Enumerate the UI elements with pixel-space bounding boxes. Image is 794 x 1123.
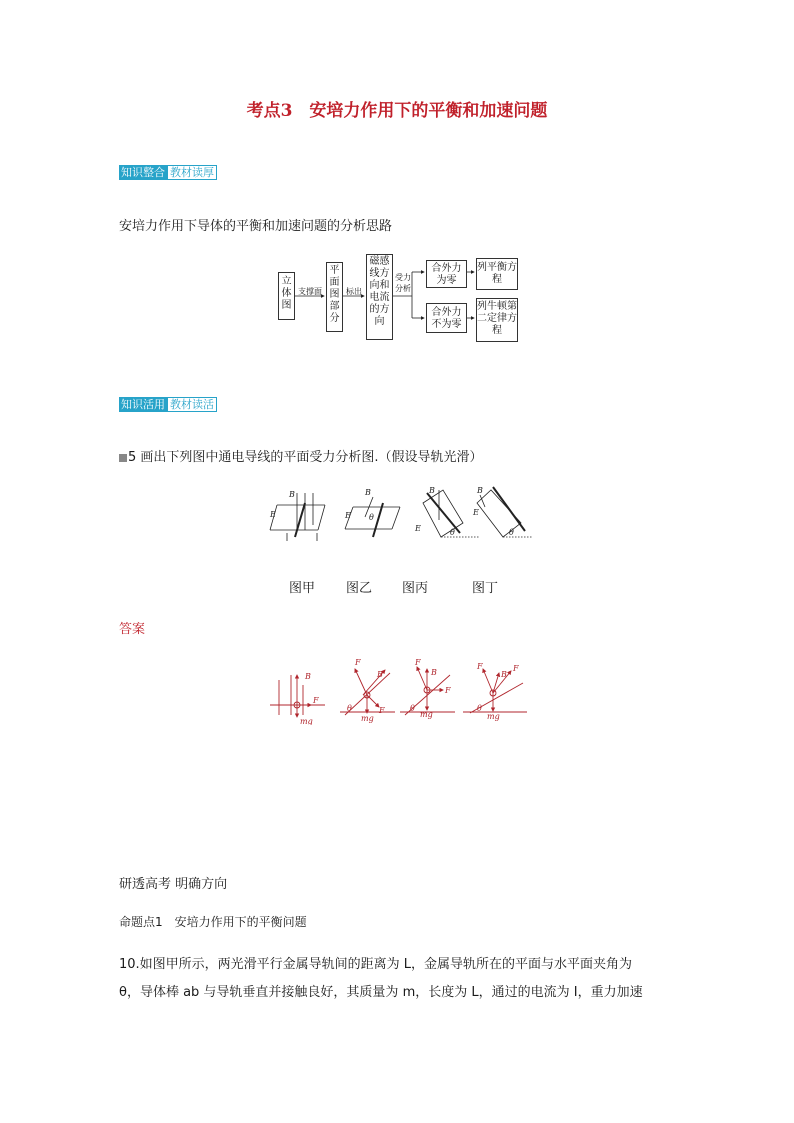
flow-chart [270, 250, 530, 345]
svg-text:B: B [305, 672, 311, 681]
label-e: E [270, 510, 276, 519]
tag-label-primary: 知识活用 [121, 398, 165, 411]
svg-text:F: F [313, 696, 319, 705]
intro-text: 安培力作用下导体的平衡和加速问题的分析思路 [119, 219, 393, 234]
svg-text:E: E [473, 508, 479, 517]
figure-jia-diagram [269, 490, 325, 541]
flow-label-mark: 标出 [346, 287, 362, 296]
flow-box-net-nonzero: 合外力不为零 [426, 303, 467, 333]
tag-label-secondary: 教材读厚 [167, 165, 217, 180]
svg-text:mg: mg [420, 710, 433, 719]
question-marker-icon [119, 454, 127, 462]
svg-text:θ: θ [450, 528, 455, 537]
figure-yi-diagram [344, 488, 400, 537]
caption-jia: 图甲 [289, 581, 316, 596]
caption-bing: 图丙 [402, 581, 429, 596]
sub-section-heading: 命题点1 安培力作用下的平衡问题 [119, 915, 307, 929]
section-heading: 研透高考 明确方向 [119, 877, 228, 892]
flow-label-support: 支撑面 [298, 287, 322, 296]
question-10-line-2: θ，导体棒 ab 与导轨垂直并接触良好，其质量为 m，长度为 L，通过的电流为 I，重力加速 [119, 985, 643, 1000]
svg-text:θ: θ [410, 704, 415, 713]
svg-text:B: B [501, 670, 507, 679]
svg-text:F: F [513, 664, 519, 673]
answer-ding-diagram [463, 662, 527, 721]
answer-丙-diagram [400, 658, 455, 719]
svg-text:F: F [379, 706, 385, 715]
svg-text:F: F [355, 658, 361, 667]
answer-label: 答案 [119, 622, 146, 637]
tag-label-secondary: 教材读活 [167, 397, 217, 412]
page-title: 考点3 安培力作用下的平衡和加速问题 [246, 101, 548, 121]
question-10-line-1: 10.如图甲所示，两光滑平行金属导轨间的距离为 L，金属导轨所在的平面与水平面夹角为 [119, 957, 633, 972]
flow-box-plane: 平面图部分 [326, 262, 343, 332]
svg-text:θ: θ [369, 513, 374, 522]
answer-jia-diagram [270, 672, 325, 725]
svg-text:B: B [431, 668, 437, 677]
flow-label-force-analysis: 受力分析 [395, 273, 411, 293]
figure-bing-diagram [414, 486, 480, 537]
label-b: B [289, 490, 295, 499]
answer-figures [265, 655, 530, 725]
svg-text:θ: θ [347, 704, 352, 713]
svg-text:E: E [345, 511, 351, 520]
svg-text:F: F [415, 658, 421, 667]
flow-box-equilibrium-eq: 列平衡方程 [476, 258, 518, 290]
section-tag-practice [119, 397, 217, 412]
question-5-text: 5 画出下列图中通电导线的平面受力分析图.（假设导轨光滑） [128, 450, 483, 465]
svg-text:E: E [415, 524, 421, 533]
flow-box-3d-view: 立体图 [278, 272, 295, 320]
svg-text:B: B [377, 670, 383, 679]
svg-text:mg: mg [300, 717, 313, 725]
svg-text:F: F [477, 662, 483, 671]
svg-text:θ: θ [477, 704, 482, 713]
svg-text:mg: mg [487, 712, 500, 721]
answer-yi-diagram [340, 658, 395, 723]
question-5 [119, 446, 483, 465]
caption-ding: 图丁 [472, 581, 499, 596]
svg-text:F: F [445, 686, 451, 695]
question-figures [265, 485, 535, 550]
svg-text:B: B [477, 486, 483, 495]
figure-ding-diagram [472, 486, 533, 537]
svg-text:B: B [365, 488, 371, 497]
section-tag-knowledge [119, 165, 217, 180]
flow-box-newton-eq: 列牛顿第二定律方程 [476, 298, 518, 342]
caption-yi: 图乙 [346, 581, 373, 596]
flow-box-directions: 磁感线方向和电流的方向 [366, 254, 393, 340]
flow-box-net-zero: 合外力为零 [426, 260, 467, 288]
svg-text:B: B [429, 486, 435, 495]
svg-text:mg: mg [361, 714, 374, 723]
svg-text:θ: θ [509, 528, 514, 537]
tag-label-primary: 知识整合 [121, 166, 165, 179]
